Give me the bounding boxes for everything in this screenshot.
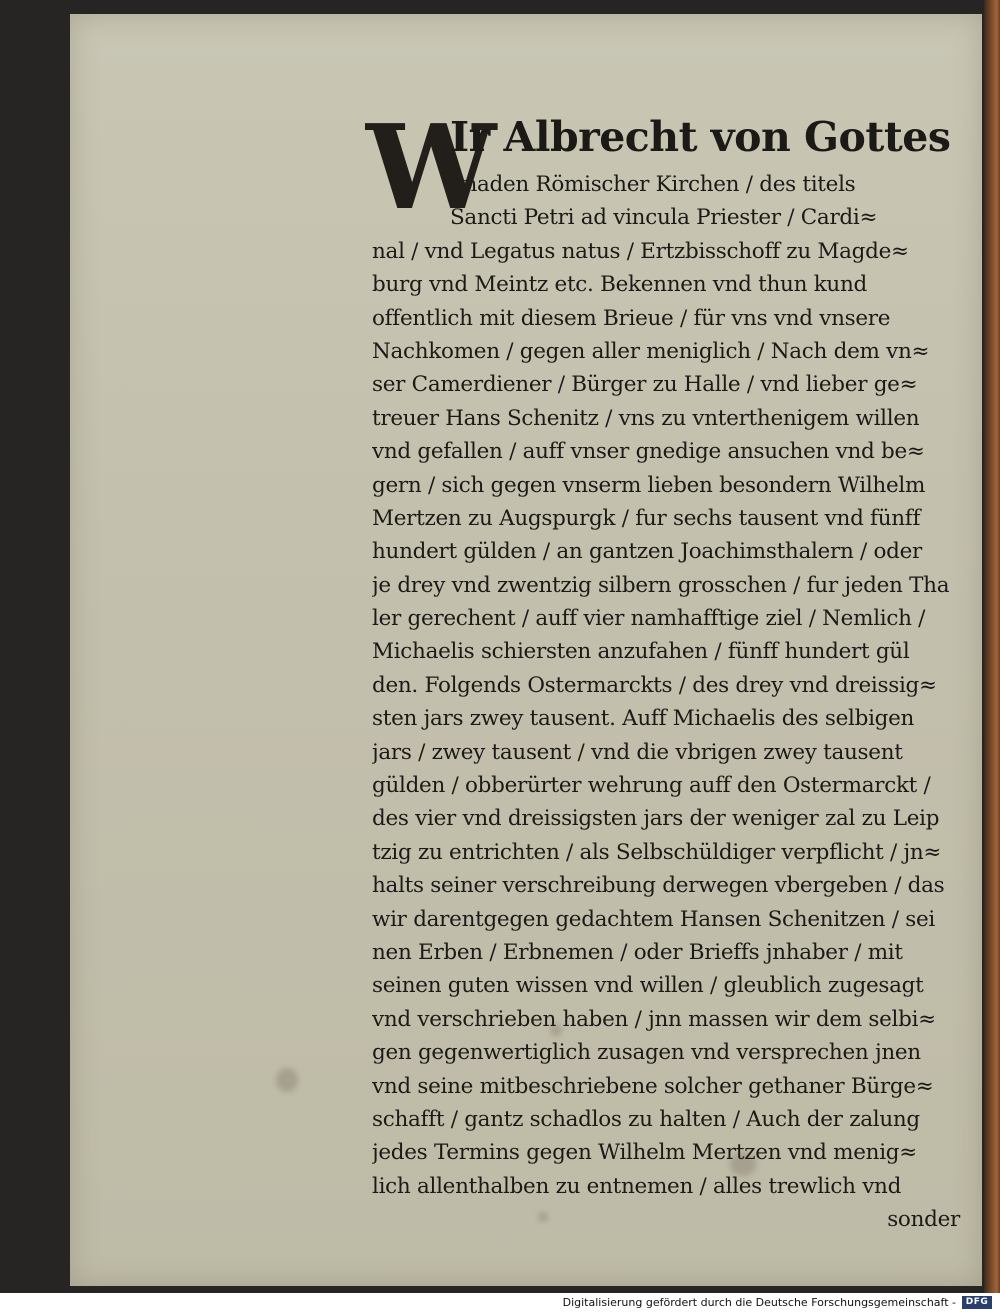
text-line: Sancti Petri ad vincula Priester / Cardi≈ [450,205,878,231]
text-line: hundert gülden / an gantzen Joachimsthalern / oder [372,539,923,565]
funding-credit: Digitalisierung gefördert durch die Deutsche Forschungsgemeinschaft - [562,1296,956,1309]
text-line: nal / vnd Legatus natus / Ertzbisschoff zu Magde≈ [372,238,909,264]
page-edge-binding [984,0,1000,1293]
text-line: offentlich mit diesem Brieue / für vns vnd vnsere [372,305,891,331]
text-line: lich allenthalben zu entnemen / alles trewlich vnd [372,1173,902,1199]
text-line: sten jars zwey tausent. Auff Michaelis des selbigen [372,706,915,732]
text-line: gern / sich gegen vnserm lieben besondern Wilhelm [372,472,926,498]
text-line: jars / zwey tausent / vnd die vbrigen zwey tausent [372,739,903,765]
text-line: vnd verschrieben haben / jnn massen wir dem selbi≈ [372,1006,936,1032]
text-line: gnaden Römischer Kirchen / des titels [450,172,856,197]
opening-line: Ir Albrecht von Gottes [450,113,951,161]
catchword: sonder [887,1207,960,1233]
text-line: gülden / obberürter wehrung auff den Ostermarckt / [372,773,931,799]
footer-bar [0,1293,1000,1313]
text-line: vnd seine mitbeschriebene solcher gethaner Bürge≈ [372,1073,934,1099]
text-line: treuer Hans Schenitz / vns zu vnterthenigem willen [372,405,920,431]
book-page [70,14,982,1286]
text-line: den. Folgends Ostermarckts / des drey vnd dreissig≈ [372,672,937,698]
text-line: Mertzen zu Augspurgk / fur sechs tausent vnd fünff [372,505,921,531]
text-line: wir darentgegen gedachtem Hansen Schenitzen / sei [372,906,935,932]
text-line: Michaelis schiersten anzufahen / fünff hundert gül [372,639,910,665]
text-line: je drey vnd zwentzig silbern grosschen / fur jeden Tha [372,572,950,598]
text-line: Nachkomen / gegen aller meniglich / Nach dem vn≈ [372,338,930,364]
text-line: schafft / gantz schadlos zu halten / Auch der zalung [372,1106,920,1132]
decorated-initial: W [366,100,497,236]
text-line: des vier vnd dreissigsten jars der weniger zal zu Leip [372,806,940,832]
text-line: halts seiner verschreibung derwegen vbergeben / das [372,873,945,899]
dfg-logo-icon: DFG [962,1296,992,1309]
text-line: tzig zu entrichten / als Selbschüldiger verpflicht / jn≈ [372,839,942,865]
text-line: nen Erben / Erbnemen / oder Brieffs jnhaber / mit [372,939,903,965]
document-text [366,100,968,1237]
text-line: ser Camerdiener / Bürger zu Halle / vnd lieber ge≈ [372,372,918,398]
text-line: seinen guten wissen vnd willen / gleublich zugesagt [372,973,924,999]
text-line: gen gegenwertiglich zusagen vnd versprechen jnen [372,1040,921,1066]
text-line: burg vnd Meintz etc. Bekennen vnd thun kund [372,272,867,298]
body-lines [372,235,968,1203]
text-line: ler gerechent / auff vier namhafftige ziel / Nemlich / [372,606,926,632]
text-line: jedes Termins gegen Wilhelm Mertzen vnd menig≈ [372,1140,917,1166]
text-line: vnd gefallen / auff vnser gnedige ansuchen vnd be≈ [372,439,925,465]
stain-spot [276,1068,298,1092]
